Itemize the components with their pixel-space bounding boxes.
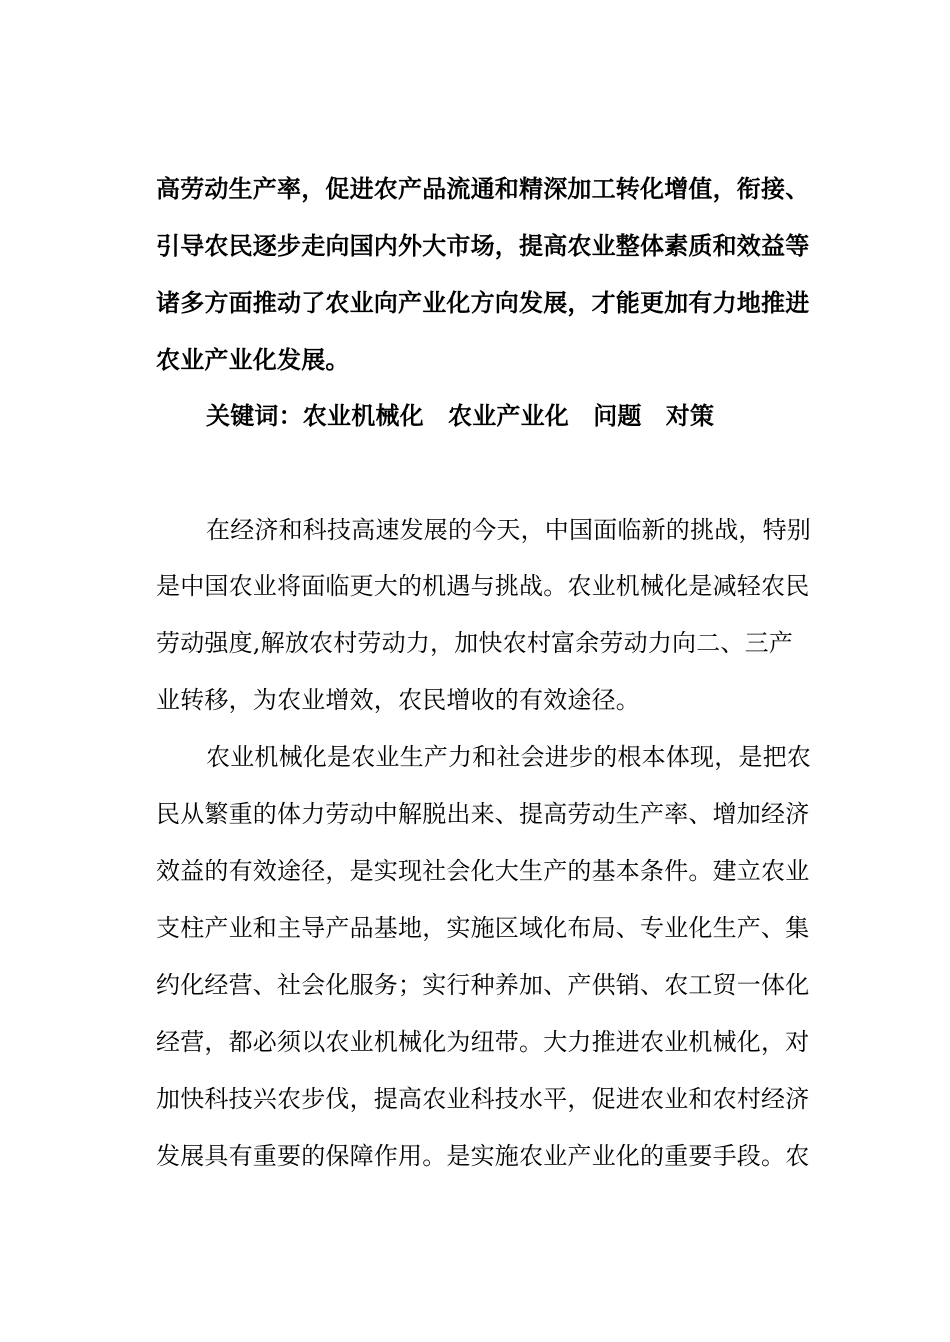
paragraph2-line-1: 农业机械化是农业生产力和社会进步的根本体现，是把农 bbox=[206, 743, 811, 771]
paragraph2-line-7: 加快科技兴农步伐，提高农业科技水平，促进农业和农村经济 bbox=[156, 1085, 810, 1113]
paragraph2-line-4: 支柱产业和主导产品基地，实施区域化布局、专业化生产、集 bbox=[156, 914, 810, 942]
paragraph1-line-4: 业转移，为农业增效，农民增收的有效途径。 bbox=[156, 686, 640, 714]
paragraph2-line-5: 约化经营、社会化服务；实行种养加、产供销、农工贸一体化 bbox=[156, 971, 810, 999]
abstract-line-3: 诸多方面推动了农业向产业化方向发展，才能更加有力地推进 bbox=[156, 289, 810, 317]
abstract-line-4: 农业产业化发展。 bbox=[156, 346, 350, 374]
paragraph2-line-3: 效益的有效途径，是实现社会化大生产的基本条件。建立农业 bbox=[156, 857, 810, 885]
abstract-line-1: 高劳动生产率，促进农产品流通和精深加工转化增值，衔接、 bbox=[156, 175, 810, 203]
document-page bbox=[156, 0, 848, 1342]
paragraph1-line-2: 是中国农业将面临更大的机遇与挑战。农业机械化是减轻农民 bbox=[156, 572, 810, 600]
paragraph2-line-2: 民从繁重的体力劳动中解脱出来、提高劳动生产率、增加经济 bbox=[156, 800, 810, 828]
paragraph1-line-1: 在经济和科技高速发展的今天，中国面临新的挑战，特别 bbox=[206, 516, 811, 544]
abstract-line-2: 引导农民逐步走向国内外大市场，提高农业整体素质和效益等 bbox=[156, 232, 810, 260]
paragraph2-line-8: 发展具有重要的保障作用。是实施农业产业化的重要手段。农 bbox=[156, 1142, 810, 1170]
paragraph1-line-3: 劳动强度,解放农村劳动力，加快农村富余劳动力向二、三产 bbox=[156, 629, 794, 657]
keywords-line: 关键词：农业机械化 农业产业化 问题 对策 bbox=[206, 402, 715, 430]
paragraph2-line-6: 经营，都必须以农业机械化为纽带。大力推进农业机械化，对 bbox=[156, 1028, 810, 1056]
